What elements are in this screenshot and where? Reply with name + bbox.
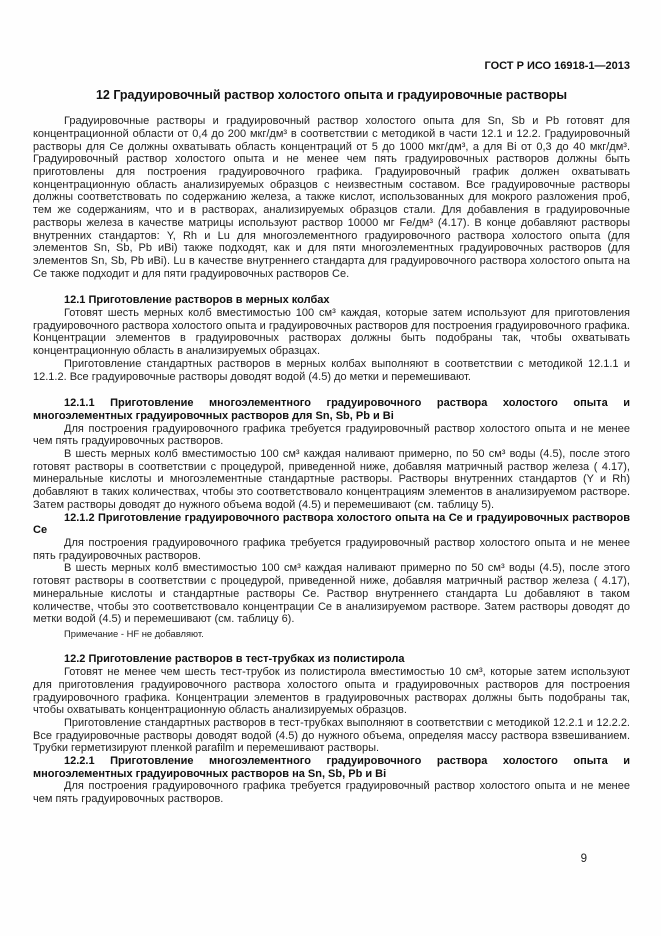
page-number: 9 (580, 853, 587, 865)
heading-12-1-2: 12.1.2 Приготовление градуировочного раствора холостого опыта на Ce и градуировочных растворов Ce (33, 511, 630, 537)
paragraph: В шесть мерных колб вместимостью 100 см³ каждая наливают примерно по 50 см³ воды (4.5), после этого готовят растворы в соответствии с процедурой, приведенной ниже, добавляя матричный раствор железа ( 4.17), минеральные кислоты и стандартные растворы Ce. Раствор внутреннего стандарта Lu добавляют в таком количестве, чтобы это соответствовало концентрации Ce в анализируемом растворе. Затем растворы доводят до метки водой (4.5) и перемешивают (см. таблицу 6). (33, 562, 630, 626)
heading-12-1: 12.1 Приготовление растворов в мерных колбах (64, 294, 330, 307)
section-12-1-2 (33, 512, 630, 640)
paragraph: В шесть мерных колб вместимостью 100 см³ каждая наливают примерно, по 50 см³ воды (4.5), после этого готовят растворы в соответствии с процедурой, приведенной ниже, добавляя матричный раствор железа ( 4.17), минеральные кислоты и многоэлементные стандартные растворы. Растворы внутренних стандартов (Y и Rh) добавляют в таких количествах, чтобы это соответствовало концентрациям элементов в анализируемом растворе. Затем растворы доводят до нужного объема водой (4.5) и перемешивают (см. таблицу 5). (33, 448, 630, 511)
heading-12-2: 12.2 Приготовление растворов в тест-трубках из полистирола (64, 653, 405, 666)
section-12-2 (33, 653, 630, 755)
paragraph: Приготовление стандартных растворов в тест-трубках выполняют в соответствии с методикой 12.2.1 и 12.2.2. Все градуировочные растворы доводят водой (4.5) до нужного объема, определяя массу раствора взвешиванием. Трубки герметизируют пленкой parafilm и перемешивают растворы. (33, 716, 630, 755)
section-12-1 (33, 294, 630, 383)
heading-12-1-1: 12.1.1 Приготовление многоэлементного градуировочного раствора холостого опыта и многоэлементных градуировочных растворов для Sn, Sb, Pb и Bi (33, 397, 630, 422)
paragraph: Готовят не менее чем шесть тест-трубок из полистирола вместимостью 10 см³, которые затем используют для приготовления градуировочного раствора холостого опыта и градуировочных растворов для построения градуировочного графика. Концентрации элементов в градуировочных растворах должны быть подобраны так, чтобы охватывать концентрационную область анализируемых образцов. (33, 666, 630, 717)
intro-paragraph: Градуировочные растворы и градуировочный раствор холостого опыта для Sn, Sb и Pb готовят для концентрационной области от 0,4 до 200 мкг/дм³ в соответствии с методикой в части 12.1 и 12.2. Градуировочный растворы для Ce должны охватывать область концентраций от 5 до 1000 мкг/дм³, а для Bi от 0,3 до 40 мкг/дм³. Градуировочный раствор холостого опыта и не менее чем пять градуировочных растворов должны быть приготовлены для построения градуировочного графика. Градуировочный график должен охватывать концентрационную область анализируемых образцов с неизвестным составом. Все градуировочные растворы должны соответствовать по содержанию железа, а также кислот, использованных для мокрого разложения проб, тем же содержаниям, что и в растворах, анализируемых образцов стали. Для добавления в градуировочные растворы железа в качестве матрицы используют раствор 10000 мг Fe/дм³ (4.17). В конце добавляют растворы внутренних стандартов: Y, Rh и Lu для многоэлементного градуировочного раствора холостого опыта (для элементов Sn, Sb, Pb иBi) также подходят, как и для пяти многоэлементных градуировочных растворов (для элементов Sn, Sb, Pb иBi). Lu в качестве внутреннего стандарта для градуировочного раствора холостого опыта на Ce также подходит и для пяти градуировочных растворов Ce. (33, 115, 630, 280)
paragraph: Готовят шесть мерных колб вместимостью 100 см³ каждая, которые затем используют для приготовления градуировочного раствора холостого опыта и градуировочных растворов для построения градуировочного графика. Концентрации элементов в градуировочных растворах должны быть подобраны так, чтобы охватывать концентрационную область в анализируемых образцах. (33, 307, 630, 358)
heading-12-2-1: 12.2.1 Приготовление многоэлементного градуировочного раствора холостого опыта и многоэлементных градуировочных растворов на Sn, Sb, Pb и Bi (33, 755, 630, 780)
paragraph: Для построения градуировочного графика требуется градуировочный раствор холостого опыта и не менее чем пять градуировочных растворов. (33, 422, 630, 448)
standard-designation: ГОСТ Р ИСО 16918-1—2013 (484, 60, 630, 72)
paragraph: Приготовление стандартных растворов в мерных колбах выполняют в соответствии с методикой 12.1.1 и 12.1.2. Все градуировочные растворы доводят водой (4.5) до метки и перемешивают. (33, 357, 630, 383)
note-line: Примечание - HF не добавляют. (64, 627, 204, 639)
paragraph: Для построения градуировочного графика требуется градуировочный раствор холостого опыта и не менее чем пять градуировочных растворов. (33, 780, 630, 806)
paragraph: Для построения градуировочного графика требуется градуировочный раствор холостого опыта и не менее пять градуировочных растворов. (33, 537, 630, 562)
section-12-1-1 (33, 397, 630, 511)
section-12-2-1 (33, 755, 630, 806)
section-title: 12 Градуировочный раствор холостого опыта и градуировочные растворы (95, 87, 568, 102)
